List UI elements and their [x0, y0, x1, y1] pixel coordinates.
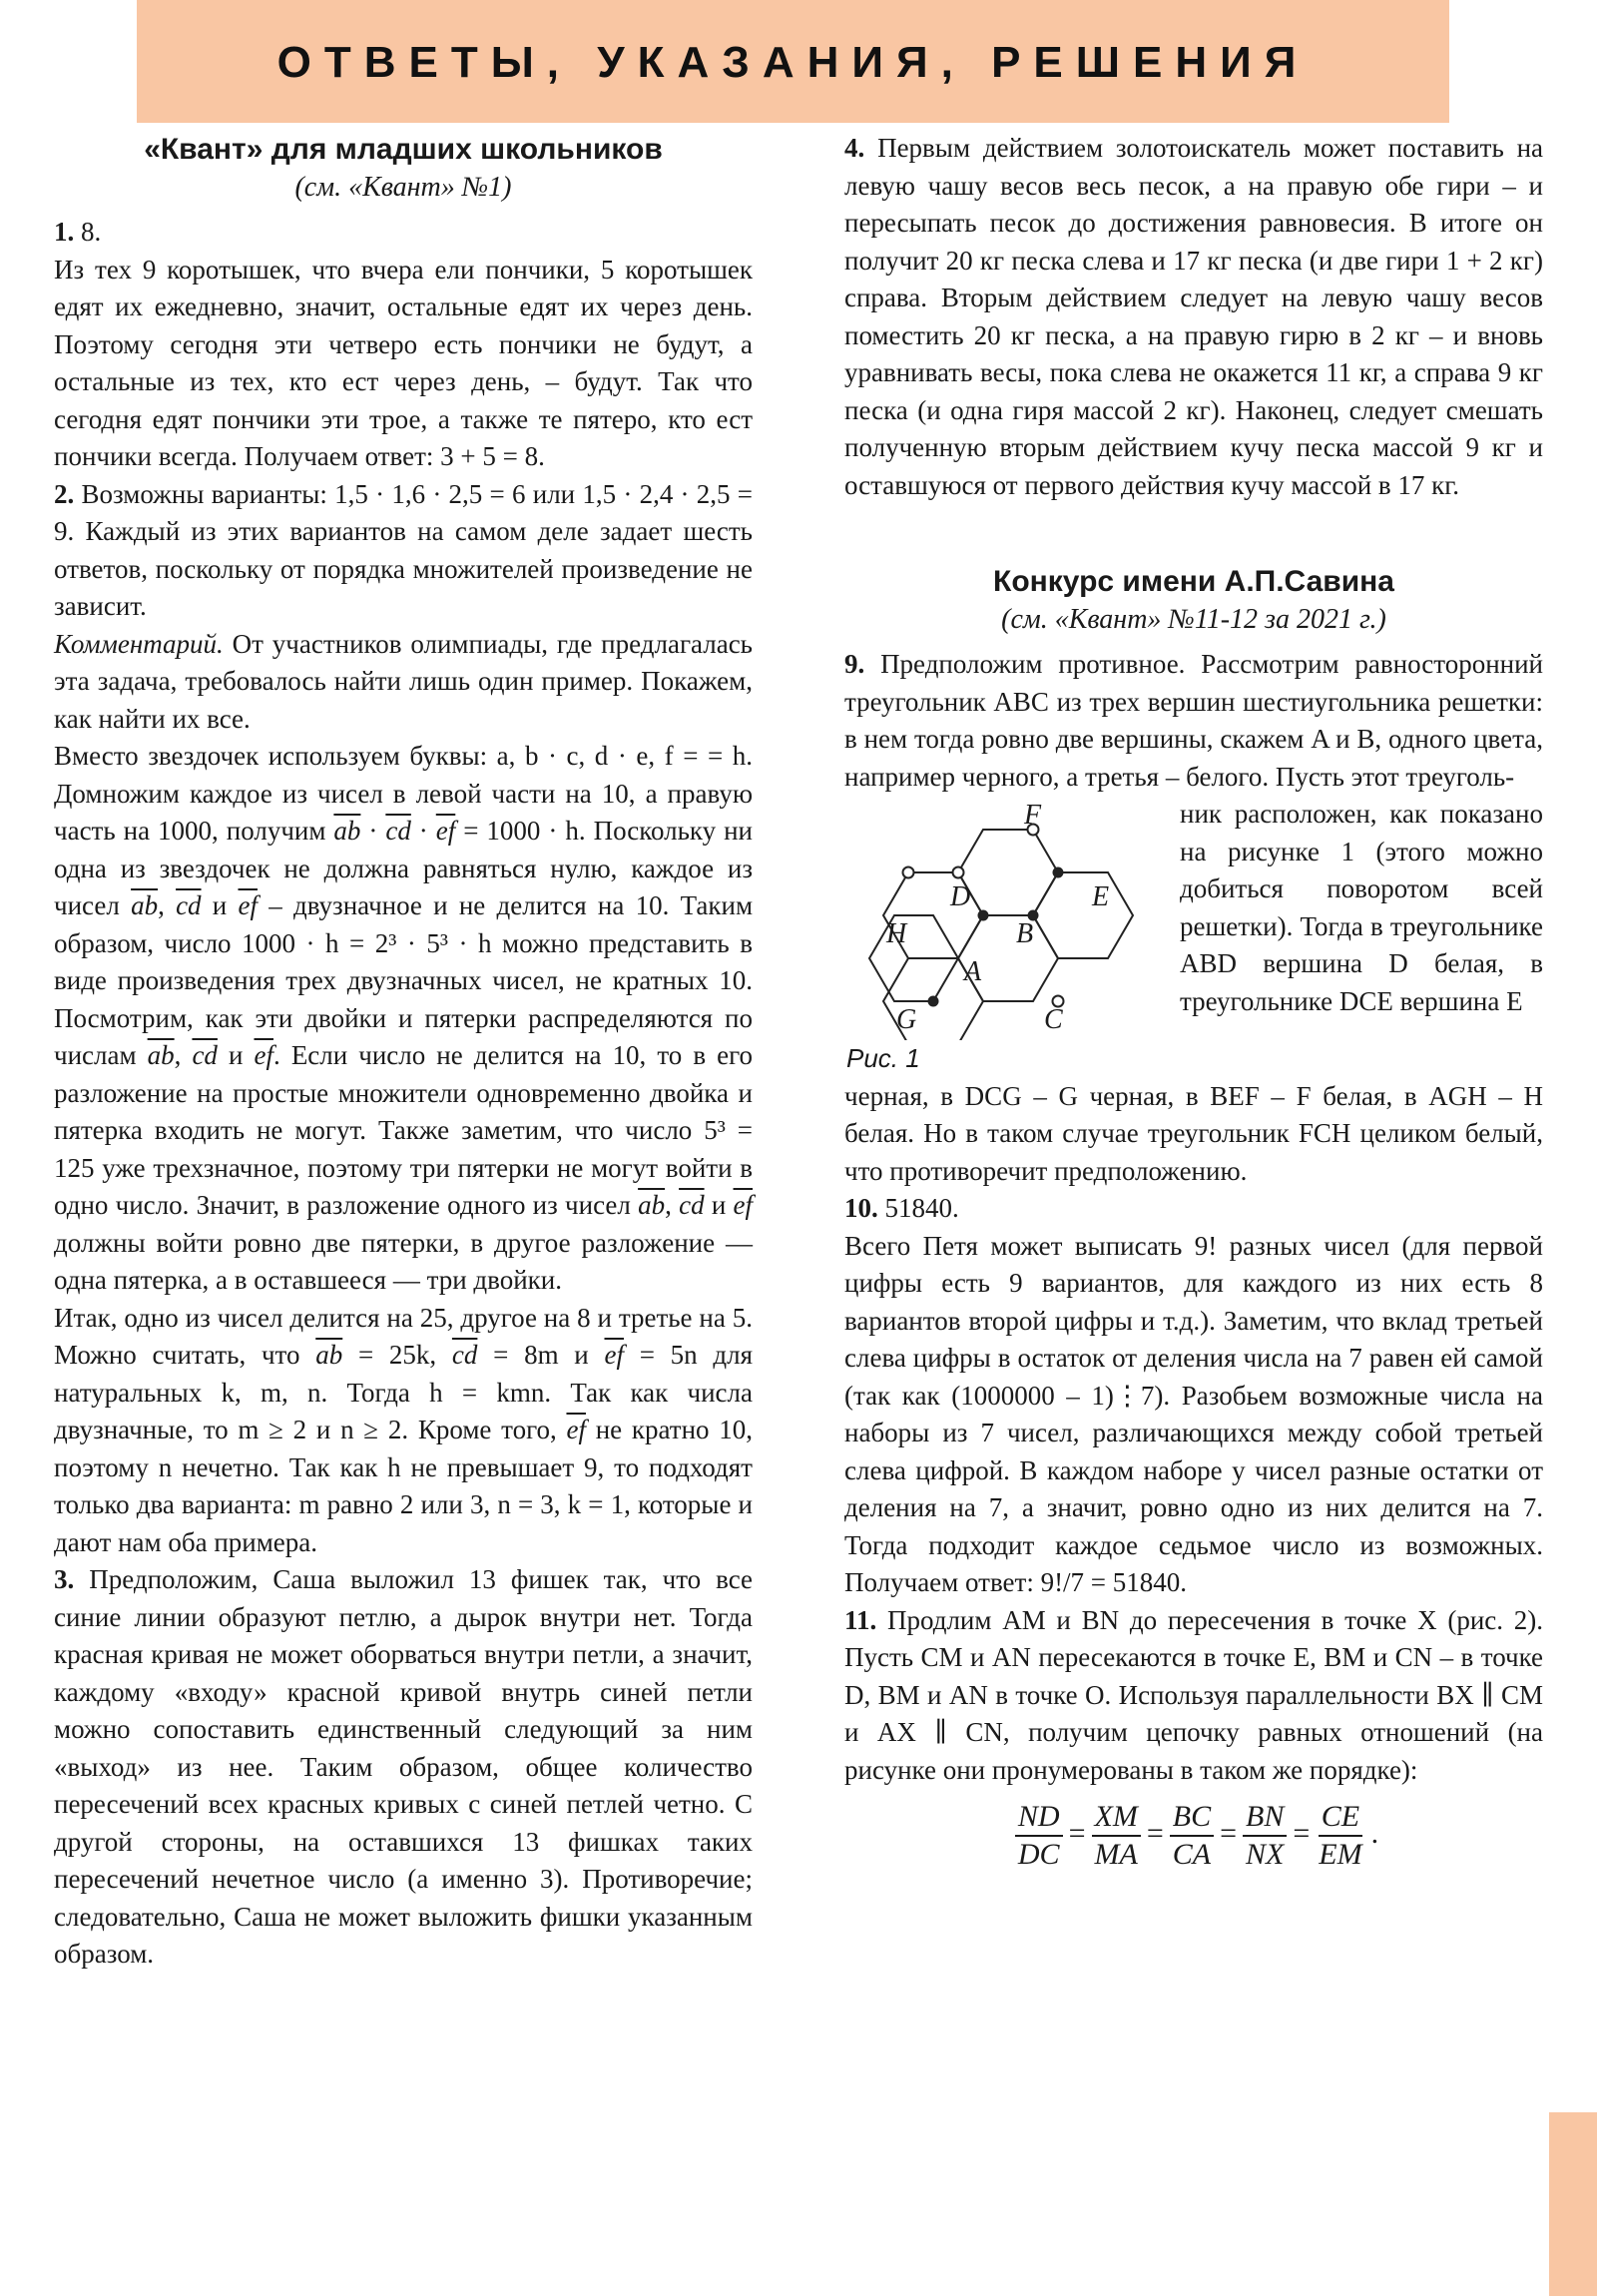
- figure-caption: Рис. 1: [846, 1043, 920, 1073]
- solution-9: 9. Предположим противное. Рассмотрим равносторонний треугольник ABC из трех вершин шестиугольника решетки: в нем тогда ровно две вершины, скажем A и B, одного цвета, например черного, а третья – белого. Пусть этот треуголь-: [844, 649, 1543, 792]
- label-b: B: [1016, 918, 1034, 949]
- comment-detail: Вместо звездочек используем буквы: a, b · c, d · e, f = = h. Домножим каждое из чисел в левой части на 10, а правую часть на 1000, получим $\overline{ab} \cdot \overline{cd} \cdot \overline{ef} = 1000 \cdot h$. Поскольку ни одна из звездочек не должна равняться нулю, каждое из чисел $\overline{ab}$, $\overline{cd}$ и $\overline{ef}$ – двузначное и не делится на 10. Таким образом, число 1000 · h = 2³ · 5³ · h можно представить в виде произведения трех двузначных чисел, не кратных 10. Посмотрим, как эти двойки и пятерки распределяются по числам $\overline{ab}$, $\overline{cd}$ и $\overline{ef}$. Если число не делится на 10, то в его разложение на простые множители одновременно двойка и пятерка входить не могут. Также заметим, что число 5³ = 125 уже трехзначное, поэтому три пятерки не могут войти в одно число. Значит, в разложение одного из чисел $\overline{ab}$, $\overline{cd}$ и $\overline{ef}$ должны войти ровно две пятерки, в другое разложение — одна пятерка, а в оставшееся — три двойки.: [54, 741, 754, 1295]
- solution-4: 4. Первым действием золотоискатель может поставить на левую чашу весов весь песок, а на правую обе гири – и пересыпать песок до достижения равновесия. В итоге он получит 20 кг песка слева и 17 кг песка (и две гири 1 + 2 кг) справа. Вторым действием следует на левую чашу весов поместить 20 кг песка, а на правую гирю в 2 кг – и вновь уравнивать весы, пока слева не окажется 11 кг, а справа 9 кг песка (и одна гиря массой 2 кг). Наконец, следует смешать полученную вторым действием кучу песка массой 9 кг и оставшуюся от первого действия кучу массой в 17 кг.: [844, 133, 1543, 500]
- section-subtitle-kvant: (см. «Квант» №1): [294, 172, 512, 203]
- fraction-2: $\frac{XM}{MA}$: [1092, 1799, 1141, 1873]
- solution-3: 3. Предположим, Саша выложил 13 фишек так, что все синие линии образуют петлю, а дырок внутри нет. Тогда красная кривая не может оборваться внутри петли, а значит, каждому «входу» красной кривой внутрь синей петли можно сопоставить единственный следующий за ним «выход» из нее. Таким образом, общее количество пересечений всех красных кривых с синей петлей четно. С другой стороны, на оставшихся 13 фишках таких пересечений нечетное число (а именно 3). Противоречие; следовательно, Саша не может выложить фишки указанным образом.: [54, 1564, 754, 1969]
- answer-1: 1. 8.: [54, 217, 102, 247]
- section-title-savin: Конкурс имени А.П.Савина: [993, 565, 1394, 598]
- page-title: ОТВЕТЫ, УКАЗАНИЯ, РЕШЕНИЯ: [276, 38, 1310, 87]
- right-column: [844, 130, 1543, 1873]
- solution-1: Из тех 9 коротышек, что вчера ели пончики, 5 коротышек едят их ежедневно, значит, остальные едят их через день. Поэтому сегодня эти четверо есть пончики не будут, а остальные из тех, кто ест через день, – будут. Так что сегодня едят пончики эти трое, а также те пятеро, кто ест пончики всегда. Получаем ответ: 3 + 5 = 8.: [54, 254, 753, 471]
- label-e: E: [1092, 881, 1110, 912]
- fraction-4: $\frac{BN}{NX}$: [1243, 1799, 1287, 1873]
- solution-10: Всего Петя может выписать 9! разных чисел (для первой цифры есть 9 вариантов, для каждого из них есть 8 вариантов второй цифры и т.д.). Заметим, что вклад третьей слева цифры в остаток от деления числа на 7 равен ей самой (так как (1000000 – 1)⋮7). Разобьем возможные числа на наборы из 7 чисел, различающихся между собой третьей слева цифрой. В каждом наборе у чисел разные остатки от деления на 7, а значит, ровно одно из них делится на 7. Тогда подходит каждое седьмое число из возможных. Получаем ответ: 9!/7 = 51840.: [844, 1230, 1543, 1597]
- figure-side-text: ник расположен, как показано на рисунке 1 (этого можно добиться поворотом всей решетки). Тогда в треугольнике ABD вершина D белая, в треугольнике DCE вершина E: [1180, 799, 1543, 1016]
- solution-11: 11. Продлим AM и BN до пересечения в точке X (рис. 2). Пусть CM и AN пересекаются в точке E, BM и CN – в точке D, BM и AN в точке O. Используя параллельности BX ∥ CM и AX ∥ CN, получим цепочку равных отношений (на рисунке они пронумерованы в таком же порядке):: [844, 1604, 1543, 1785]
- fraction-3: $\frac{BC}{CA}$: [1170, 1799, 1214, 1873]
- ratio-chain-formula: $\frac{ND}{DC}$ = $\frac{XM}{MA}$ = $\frac{BC}{CA}$ = $\frac{BN}{NX}$ = $\frac{CE}{EM}$ .: [844, 1799, 1543, 1873]
- conclusion: Итак, одно из чисел делится на 25, другое на 8 и третье на 5. Можно считать, что $\overline{ab} = 25k$, $\overline{cd} = 8m$ и $\overline{ef} = 5n$ для натуральных k, m, n. Тогда h = kmn. Так как числа двузначные, то m ≥ 2 и n ≥ 2. Кроме того, $\overline{ef}$ не кратно 10, поэтому n нечетно. Так как h не превышает 9, то подходят только два варианта: m равно 2 или 3, n = 3, k = 1, которые и дают нам оба примера.: [54, 1302, 754, 1557]
- section-title-kvant: «Квант» для младших школьников: [144, 133, 663, 166]
- corner-tab: [1549, 2112, 1597, 2296]
- label-h: H: [886, 918, 907, 949]
- hex-lattice-diagram: [844, 796, 1174, 1040]
- comment: Комментарий. От участников олимпиады, где предлагалась эта задача, требовалось найти лишь один пример. Покажем, как найти их все.: [54, 628, 753, 734]
- figure-1: [844, 796, 1174, 1078]
- fraction-1: $\frac{ND}{DC}$: [1015, 1799, 1063, 1873]
- section-subtitle-savin: (см. «Квант» №11-12 за 2021 г.): [1001, 604, 1386, 635]
- label-a: A: [964, 956, 982, 987]
- solution-2: 2. Возможны варианты: 1,5 · 1,6 · 2,5 = 6 или 1,5 · 2,4 · 2,5 = 9. Каждый из этих вариантов на самом деле задает шесть ответов, поскольку от порядка множителей произведение не зависит.: [54, 478, 754, 621]
- label-f: F: [1024, 800, 1042, 831]
- solution-9-end: черная, в DCG – G черная, в BEF – F белая, в AGH – H белая. Но в таком случае треугольник FCH целиком белый, что противоречит предположению.: [844, 1080, 1543, 1186]
- fraction-5: $\frac{CE}{EM}$: [1319, 1800, 1362, 1871]
- figure-block: [844, 796, 1543, 1078]
- left-column: [54, 130, 753, 1974]
- label-g: G: [896, 1004, 917, 1035]
- label-d: D: [950, 881, 971, 912]
- answer-10: 10. 51840.: [844, 1193, 959, 1223]
- label-c: C: [1044, 1004, 1063, 1035]
